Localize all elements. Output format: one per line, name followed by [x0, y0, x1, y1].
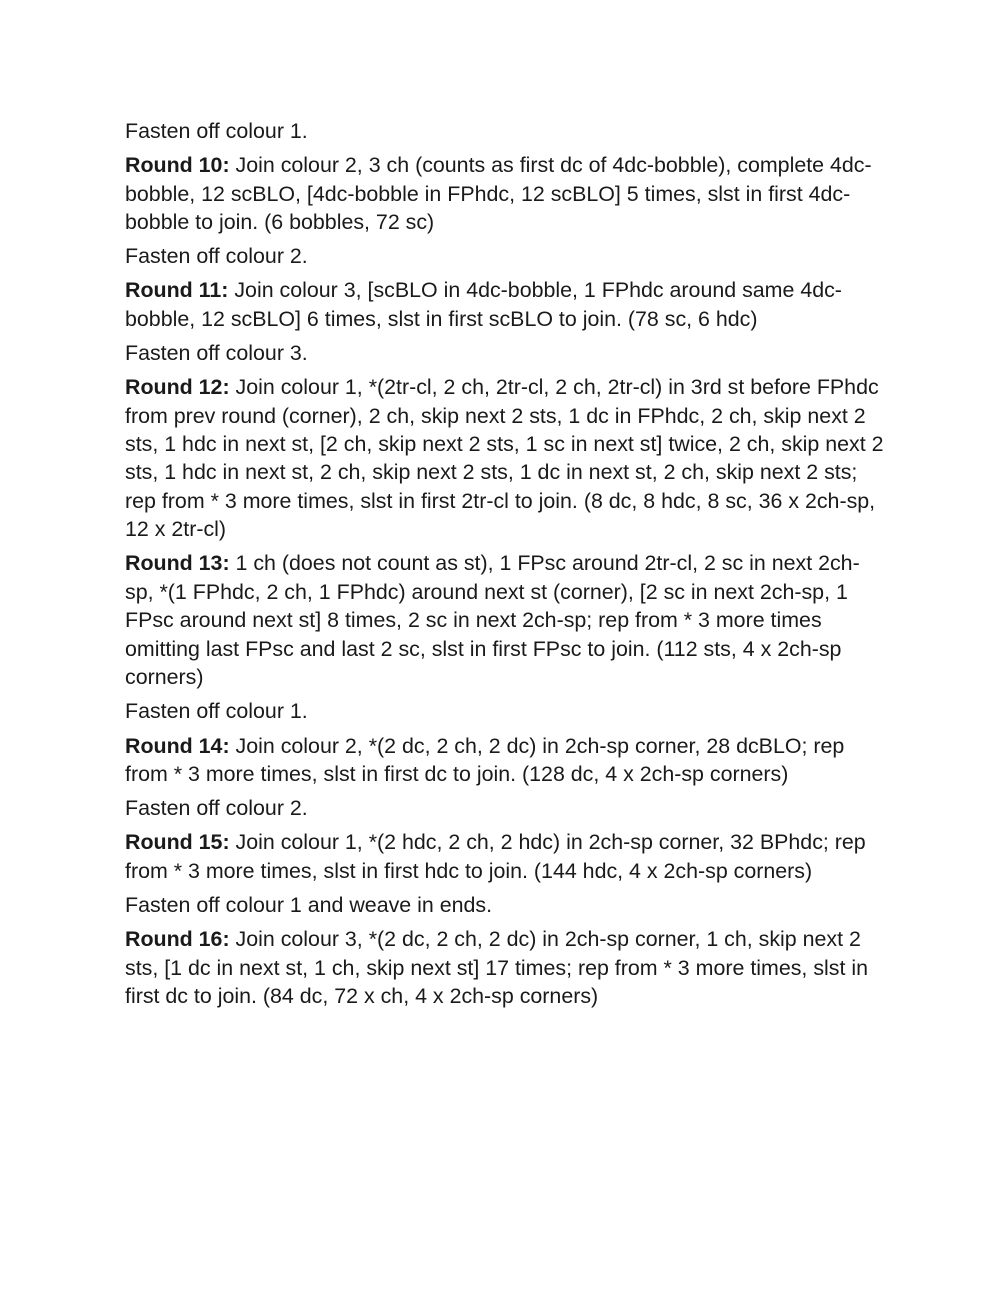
- round-label: Round 14:: [125, 733, 230, 758]
- fasten-off-colour-2: [125, 794, 885, 822]
- round-16: [125, 925, 885, 1010]
- fasten-off-colour-1: [125, 117, 885, 145]
- fasten-off-colour-2: [125, 242, 885, 270]
- document-page: [125, 117, 885, 1016]
- paragraph-text: Fasten off colour 2.: [125, 244, 308, 269]
- round-11: [125, 276, 885, 333]
- round-label: Round 15:: [125, 830, 230, 855]
- round-14: [125, 732, 885, 789]
- fasten-off-colour-3: [125, 339, 885, 367]
- round-label: Round 10:: [125, 153, 230, 178]
- round-label: Round 12:: [125, 375, 230, 400]
- fasten-off-colour-1: [125, 697, 885, 725]
- paragraph-text: Fasten off colour 2.: [125, 796, 308, 821]
- round-10: [125, 151, 885, 236]
- round-instructions: 1 ch (does not count as st), 1 FPsc around 2tr-cl, 2 sc in next 2ch-sp, *(1 FPhdc, 2 ch, 1 FPhdc) around next st (corner), [2 sc in next 2ch-sp, 1 FPsc around next st] 8 times, 2 sc in next 2ch-sp; rep from * 3 more times omitting last FPsc and last 2 sc, slst in first FPsc to join. (112 sts, 4 x 2ch-sp corners): [125, 551, 860, 690]
- paragraph-text: Fasten off colour 1.: [125, 699, 308, 724]
- round-label: Round 11:: [125, 278, 229, 303]
- round-instructions: Join colour 3, [scBLO in 4dc-bobble, 1 FPhdc around same 4dc-bobble, 12 scBLO] 6 times, slst in first scBLO to join. (78 sc, 6 hdc): [125, 278, 842, 331]
- round-instructions: Join colour 1, *(2 hdc, 2 ch, 2 hdc) in 2ch-sp corner, 32 BPhdc; rep from * 3 more times, slst in first hdc to join. (144 hdc, 4 x 2ch-sp corners): [125, 830, 866, 883]
- round-instructions: Join colour 1, *(2tr-cl, 2 ch, 2tr-cl, 2 ch, 2tr-cl) in 3rd st before FPhdc from prev round (corner), 2 ch, skip next 2 sts, 1 dc in FPhdc, 2 ch, skip next 2 sts, 1 hdc in next st, [2 ch, skip next 2 sts, 1 sc in next st] twice, 2 ch, skip next 2 sts, 1 hdc in next st, 2 ch, skip next 2 sts, 1 dc in next st, 2 ch, skip next 2 sts; rep from * 3 more times, slst in first 2tr-cl to join. (8 dc, 8 hdc, 8 sc, 36 x 2ch-sp, 12 x 2tr-cl): [125, 375, 884, 542]
- paragraph-text: Fasten off colour 1 and weave in ends.: [125, 892, 493, 917]
- paragraph-text: Fasten off colour 1.: [125, 119, 308, 143]
- paragraph-text: Fasten off colour 3.: [125, 341, 308, 366]
- round-12: [125, 373, 885, 543]
- round-instructions: Join colour 2, *(2 dc, 2 ch, 2 dc) in 2ch-sp corner, 28 dcBLO; rep from * 3 more times, slst in first dc to join. (128 dc, 4 x 2ch-sp corners): [125, 733, 845, 786]
- round-15: [125, 828, 885, 885]
- round-label: Round 16:: [125, 927, 230, 952]
- round-instructions: Join colour 2, 3 ch (counts as first dc of 4dc-bobble), complete 4dc-bobble, 12 scBLO, [4dc-bobble in FPhdc, 12 scBLO] 5 times, slst in first 4dc-bobble to join. (6 bobbles, 72 sc): [125, 153, 872, 235]
- fasten-off-and-weave-in-ends: [125, 891, 885, 919]
- round-label: Round 13:: [125, 551, 230, 576]
- round-instructions: Join colour 3, *(2 dc, 2 ch, 2 dc) in 2ch-sp corner, 1 ch, skip next 2 sts, [1 dc in next st, 1 ch, skip next st] 17 times; rep from * 3 more times, slst in first dc to join. (84 dc, 72 x ch, 4 x 2ch-sp corners): [125, 927, 868, 1008]
- round-13: [125, 549, 885, 691]
